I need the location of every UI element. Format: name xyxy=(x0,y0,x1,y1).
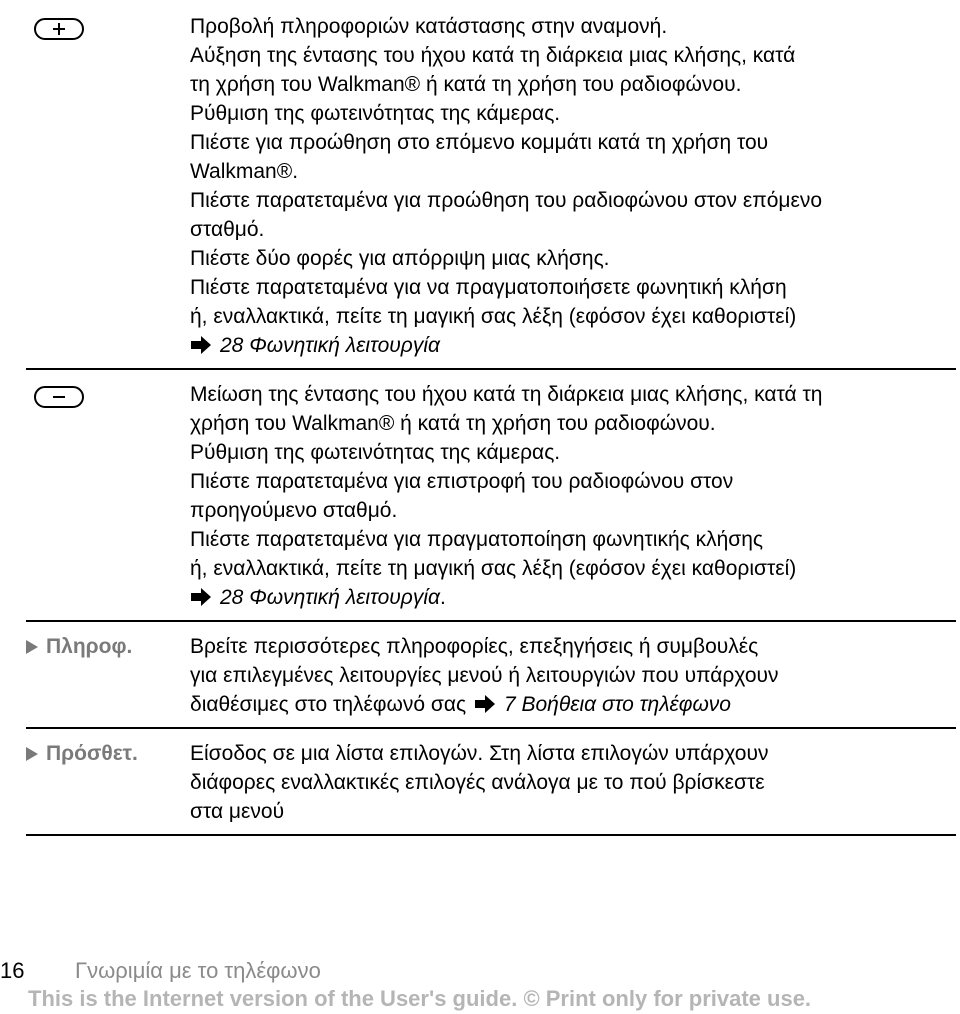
reference-suffix: . xyxy=(439,586,446,609)
reference-link-text[interactable]: 7 Βοήθεια στο τηλέφωνο xyxy=(503,693,731,716)
key-cell xyxy=(26,380,190,612)
description-line: Πιέστε δύο φορές για απόρριψη μιας κλήσης. xyxy=(190,247,610,270)
key-cell xyxy=(26,632,190,719)
reference-link-text: 28 Φωνητική λειτουργία xyxy=(220,586,440,609)
description-line: Walkman®. xyxy=(190,160,299,183)
description-line: Αύξηση της έντασης του ήχου κατά τη διάρκεια μιας κλήσης, κατά xyxy=(190,44,796,67)
reference-arrow-icon xyxy=(190,336,212,354)
triangle-right-icon xyxy=(26,640,38,654)
description-line: για επιλεγμένες λειτουργίες μενού ή λειτουργιών που υπάρχουν xyxy=(190,664,779,687)
description-line: τη χρήση του Walkman® ή κατά τη χρήση του ραδιοφώνου. xyxy=(190,73,742,96)
table-row-info-softkey xyxy=(26,622,956,729)
key-cell xyxy=(26,739,190,826)
description-line-with-reference xyxy=(190,690,956,719)
page-number: 16 xyxy=(0,958,25,983)
table-row-minus-key xyxy=(26,370,956,622)
key-function-table xyxy=(26,0,956,836)
cross-reference[interactable] xyxy=(190,331,956,360)
description-cell xyxy=(190,632,956,719)
description-line: χρήση του Walkman® ή κατά τη χρήση του ραδιοφώνου. xyxy=(190,412,716,435)
description-text: διαθέσιμες στο τηλέφωνό σας xyxy=(190,693,467,716)
reference-link-text: 28 Φωνητική λειτουργία xyxy=(220,334,440,357)
cross-reference[interactable] xyxy=(190,583,956,612)
description-line: στα μενού xyxy=(190,800,285,823)
description-line: ή, εναλλακτικά, πείτε τη μαγική σας λέξη (εφόσον έχει καθοριστεί) xyxy=(190,305,797,328)
description-cell xyxy=(190,12,956,360)
description-line: Ρύθμιση της φωτεινότητας της κάμερας. xyxy=(190,102,561,125)
description-line: Πιέστε παρατεταμένα για πραγματοποίηση φωνητικής κλήσης xyxy=(190,528,764,551)
reference-arrow-icon xyxy=(190,588,212,606)
info-softkey-label xyxy=(26,632,132,661)
section-title: Γνωριμία με το τηλέφωνο xyxy=(75,958,321,983)
description-line: ή, εναλλακτικά, πείτε τη μαγική σας λέξη (εφόσον έχει καθοριστεί) xyxy=(190,557,797,580)
description-cell xyxy=(190,739,956,826)
description-line: Είσοδος σε μια λίστα επιλογών. Στη λίστα επιλογών υπάρχουν xyxy=(190,742,769,765)
description-line: Ρύθμιση της φωτεινότητας της κάμερας. xyxy=(190,441,561,464)
softkey-text: Πληροφ. xyxy=(46,635,133,658)
plus-key-icon xyxy=(34,18,84,40)
reference-arrow-icon xyxy=(474,695,496,713)
key-cell xyxy=(26,12,190,360)
minus-key-icon xyxy=(34,386,84,408)
internet-version-note: This is the Internet version of the User's guide. © Print only for private use. xyxy=(28,986,812,1011)
description-line: Βρείτε περισσότερες πληροφορίες, επεξηγήσεις ή συμβουλές xyxy=(190,635,759,658)
description-cell xyxy=(190,380,956,612)
description-line: σταθμό. xyxy=(190,218,265,241)
triangle-right-icon xyxy=(26,747,38,761)
softkey-text: Πρόσθετ. xyxy=(46,742,138,765)
description-line: Πιέστε παρατεταμένα για επιστροφή του ραδιοφώνου στον xyxy=(190,470,734,493)
description-line: διάφορες εναλλακτικές επιλογές ανάλογα με το πού βρίσκεστε xyxy=(190,771,765,794)
table-row-plus-key xyxy=(26,0,956,370)
description-line: προηγούμενο σταθμό. xyxy=(190,499,398,522)
description-line: Προβολή πληροφοριών κατάστασης στην αναμονή. xyxy=(190,15,668,38)
description-line: Πιέστε για προώθηση στο επόμενο κομμάτι κατά τη χρήση του xyxy=(190,131,769,154)
description-line: Πιέστε παρατεταμένα για να πραγματοποιήσετε φωνητική κλήση xyxy=(190,276,787,299)
more-softkey-label xyxy=(26,739,138,768)
description-line: Πιέστε παρατεταμένα για προώθηση του ραδιοφώνου στον επόμενο xyxy=(190,189,823,212)
description-line: Μείωση της έντασης του ήχου κατά τη διάρκεια μιας κλήσης, κατά τη xyxy=(190,383,823,406)
table-row-more-softkey xyxy=(26,729,956,836)
